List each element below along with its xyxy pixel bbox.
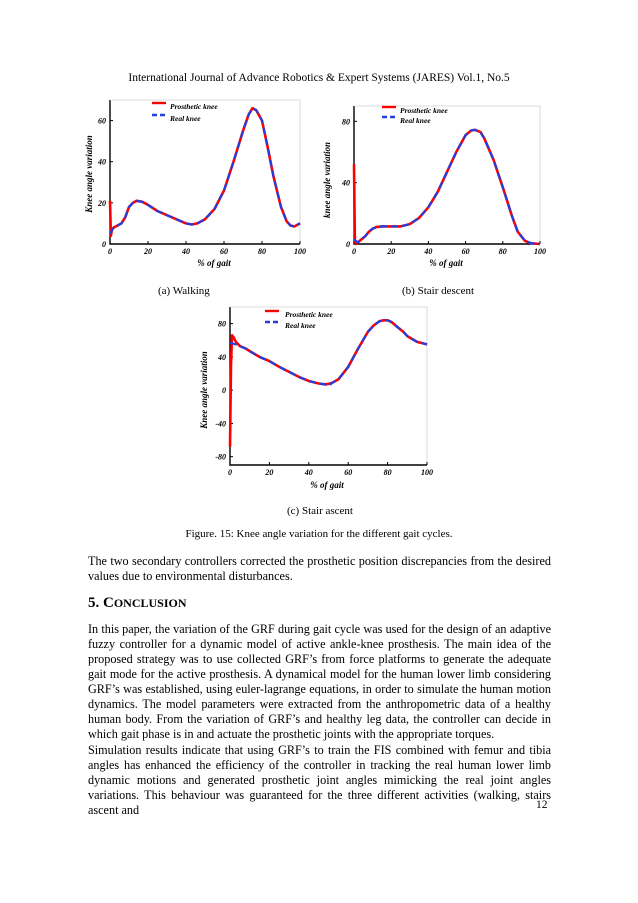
axes-frame [354, 106, 540, 244]
y-tick-label: 40 [218, 352, 226, 362]
x-tick-label: 80 [383, 468, 392, 477]
section-title-rest: ONCLUSION [113, 596, 187, 610]
y-tick-label: 80 [218, 319, 226, 329]
legend-label-prosthetic: Prosthetic knee [170, 102, 218, 111]
y-axis-label: Knee angle variation [199, 351, 209, 429]
caption-stair-descent: (b) Stair descent [402, 285, 475, 297]
y-tick-label: -40 [215, 419, 226, 429]
legend-label-prosthetic: Prosthetic knee [400, 106, 448, 115]
y-tick-label: 60 [98, 116, 106, 126]
series-line-prosthetic-knee [230, 320, 427, 446]
x-tick-label: 0 [108, 247, 112, 256]
x-tick-label: 80 [258, 247, 266, 256]
plot-area [215, 307, 433, 477]
plot-area [97, 100, 306, 256]
x-tick-label: 60 [461, 247, 470, 256]
chart-stair-descent [318, 100, 558, 275]
caption-stair-ascent: (c) Stair ascent [287, 505, 353, 517]
x-axis-label: % of gait [310, 480, 344, 490]
y-axis-label: Knee angle variation [84, 135, 94, 213]
plot-area [341, 106, 546, 256]
chart-stair-ascent [195, 303, 445, 493]
figure-caption: Figure. 15: Knee angle variation for the different gait cycles. [185, 528, 453, 540]
x-axis-label: % of gait [429, 258, 463, 268]
paragraph-conclusion-2: Simulation results indicate that using GRF’s to train the FIS combined with femur and tibia angles has enhanced the efficiency of the controller in tracking the real human lower limb dynamic motions and generated prosthetic joint angles mimicking the real joint angles variations. This behaviour was guaranteed for the three different activities (walking, stairs ascent and [88, 743, 551, 817]
x-tick-label: 20 [265, 468, 274, 477]
section-heading [88, 595, 187, 612]
y-tick-label: 40 [98, 157, 106, 167]
series-line-real-knee [354, 130, 540, 244]
x-tick-label: 20 [387, 247, 396, 256]
legend-label-real: Real knee [170, 114, 201, 123]
caption-walking: (a) Walking [158, 285, 210, 297]
legend-label-real: Real knee [285, 321, 316, 330]
x-tick-label: 60 [344, 468, 353, 477]
x-tick-label: 100 [534, 247, 546, 256]
x-axis-label: % of gait [197, 258, 231, 268]
series-line-real-knee [230, 320, 427, 386]
y-axis-label: knee angle variation [322, 142, 332, 218]
paragraph-controllers: The two secondary controllers corrected the prosthetic position discrepancies from the desired values due to environmental disturbances. [88, 554, 551, 583]
y-tick-label: 0 [346, 240, 350, 249]
x-tick-label: 40 [182, 247, 190, 256]
journal-header: International Journal of Advance Robotics & Expert Systems (JARES) Vol.1, No.5 [128, 72, 510, 84]
x-tick-label: 20 [144, 247, 152, 256]
axes-frame-top-right [354, 106, 540, 244]
y-tick-label: 80 [342, 117, 350, 127]
x-tick-label: 60 [220, 247, 228, 256]
section-number: 5. [88, 595, 100, 611]
paragraph-conclusion-1: In this paper, the variation of the GRF during gait cycle was used for the design of an adaptive fuzzy controller for a dynamic model of active ankle-knee prosthesis. The main idea of the proposed strategy was to use collected GRF’s from force platforms to generate the adequate gait mode for the active prosthesis. A dynamical model for the human lower limb considering GRF’s was established, using euler-lagrange equations, in order to simulate the human motion dynamics. The model parameters were extracted from the anthropometric data of a healthy human body. From the variation of GRF’s and healthy leg data, the controller can decide in which gait phase is in and actuate the prosthetic joints with the appropriate torques. [88, 622, 551, 741]
series-line-real-knee [110, 108, 300, 234]
chart-walking [80, 96, 310, 276]
axes-frame-top-right [230, 307, 427, 465]
x-tick-label: 80 [498, 247, 507, 256]
legend-label-prosthetic: Prosthetic knee [285, 310, 333, 319]
y-tick-label: 0 [102, 240, 106, 249]
y-tick-label: 0 [222, 386, 226, 396]
x-tick-label: 40 [304, 468, 313, 477]
x-tick-label: 100 [294, 247, 306, 256]
legend-label-real: Real knee [400, 116, 431, 125]
x-tick-label: 0 [352, 247, 356, 256]
x-tick-label: 0 [228, 468, 232, 477]
section-title-initial: C [103, 595, 114, 611]
x-tick-label: 100 [421, 468, 433, 477]
x-tick-label: 40 [424, 247, 433, 256]
page-number: 12 [536, 799, 548, 811]
axes-frame [230, 307, 427, 465]
y-tick-label: 40 [342, 178, 350, 188]
y-tick-label: -80 [215, 452, 226, 462]
y-tick-label: 20 [98, 198, 106, 208]
